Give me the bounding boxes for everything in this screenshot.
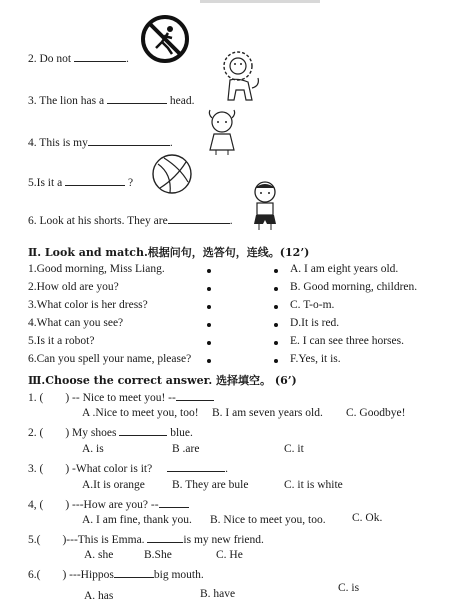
question-tail: --	[150, 499, 159, 511]
part1-q5-text: 5.Is it a	[28, 177, 63, 189]
choice-option-3b: B. They are bule	[172, 479, 249, 491]
choice-option-2a: A. is	[82, 443, 104, 455]
choice-option-4b: B. Nice to meet you, too.	[210, 514, 326, 526]
match-question-1: 1.Good morning, Miss Liang.	[28, 263, 165, 275]
match-dot-left-2[interactable]	[207, 287, 211, 291]
match-answer-e: E. I can see three horses.	[290, 335, 404, 347]
part1-q6-text: 6. Look at his shorts. They are	[28, 215, 168, 227]
answer-blank[interactable]	[167, 461, 225, 472]
match-dot-right-e[interactable]	[274, 341, 278, 345]
match-dot-right-a[interactable]	[274, 269, 278, 273]
choice-option-3c: C. it is white	[284, 479, 343, 491]
question-stem: ) ---How are you?	[65, 499, 149, 511]
answer-blank[interactable]	[88, 135, 170, 146]
match-dot-right-c[interactable]	[274, 305, 278, 309]
part1-q3	[28, 93, 194, 107]
part1-q4-tail: .	[169, 137, 173, 149]
question-stem: ) -What color is it?	[65, 463, 153, 475]
match-dot-left-6[interactable]	[207, 359, 211, 363]
question-stem: ) My shoes	[65, 427, 117, 439]
match-answer-d: D.It is red.	[290, 317, 340, 329]
choice-option-5c: C. He	[216, 549, 243, 561]
choice-option-4a: A. I am fine, thank you.	[82, 514, 192, 526]
match-answer-a: A. I am eight years old.	[290, 263, 399, 275]
question-stem: )---This is Emma.	[62, 534, 145, 546]
choice-option-1b: B. I am seven years old.	[212, 407, 323, 419]
question-stem: ) -- Nice to meet you!	[65, 392, 166, 404]
question-tail: blue.	[170, 427, 193, 439]
question-number: 1. (	[28, 392, 44, 404]
part1-q3-tail: head.	[169, 95, 195, 107]
answer-blank[interactable]	[65, 175, 125, 186]
match-answer-f: F.Yes, it is.	[290, 353, 341, 365]
choice-option-6a: A. has	[84, 590, 114, 602]
answer-blank[interactable]	[107, 93, 167, 104]
girl-icon	[202, 108, 242, 156]
part1-q2-tail: .	[126, 53, 129, 65]
part1-q6-tail: .	[229, 215, 233, 227]
part1-q3-text: 3. The lion has a	[28, 95, 105, 107]
answer-blank[interactable]	[159, 497, 189, 508]
match-dot-right-d[interactable]	[274, 323, 278, 327]
match-dot-left-3[interactable]	[207, 305, 211, 309]
choice-option-3a: A.It is orange	[82, 479, 145, 491]
match-question-6: 6.Can you spell your name, please?	[28, 353, 192, 365]
choice-option-4c: C. Ok.	[352, 512, 383, 524]
answer-blank[interactable]	[119, 425, 167, 436]
match-dot-left-1[interactable]	[207, 269, 211, 273]
part2-heading: Ⅱ. Look and match.根据问句，选答句，连线。(12’)	[28, 246, 310, 259]
match-dot-right-b[interactable]	[274, 287, 278, 291]
choice-question-1	[28, 390, 214, 404]
question-tail: .	[225, 463, 228, 475]
match-dot-left-5[interactable]	[207, 341, 211, 345]
lion-icon	[218, 48, 264, 106]
question-number: 6.(	[28, 569, 41, 581]
answer-blank[interactable]	[114, 567, 154, 578]
choice-option-6c: C. is	[338, 582, 360, 594]
match-dot-left-4[interactable]	[207, 323, 211, 327]
part1-q2-text: 2. Do not	[28, 53, 72, 65]
answer-blank[interactable]	[74, 51, 126, 62]
choice-question-2	[28, 425, 193, 439]
answer-blank[interactable]	[147, 532, 183, 543]
part1-q5	[28, 175, 133, 189]
part1-q4-text: 4. This is my	[28, 137, 88, 149]
question-number: 3. (	[28, 463, 44, 475]
choice-option-5a: A. she	[84, 549, 114, 561]
choice-option-2c: C. it	[284, 443, 304, 455]
answer-blank[interactable]	[176, 390, 214, 401]
choice-question-5	[28, 532, 264, 546]
question-number: 5.(	[28, 534, 41, 546]
question-tail: --	[168, 392, 176, 404]
question-stem: ) ---Hippos	[62, 569, 114, 581]
part1-q2	[28, 51, 129, 65]
match-dot-right-f[interactable]	[274, 359, 278, 363]
boy-in-shorts-icon	[244, 180, 286, 232]
part1-q5-tail: ?	[127, 177, 134, 189]
match-question-5: 5.Is it a robot?	[28, 335, 95, 347]
match-question-2: 2.How old are you?	[28, 281, 119, 293]
match-answer-c: C. T-o-m.	[290, 299, 335, 311]
choice-option-6b: B. have	[200, 588, 236, 600]
question-tail: is my new friend.	[183, 534, 264, 546]
choice-question-6	[28, 567, 204, 581]
question-number: 2. (	[28, 427, 44, 439]
choice-option-5b: B.She	[144, 549, 172, 561]
part1-q4	[28, 135, 173, 149]
choice-option-2b: B .are	[172, 443, 200, 455]
ball-icon	[150, 152, 194, 196]
answer-blank[interactable]	[168, 213, 230, 224]
question-number: 4, (	[28, 499, 44, 511]
part3-heading: Ⅲ.Choose the correct answer. 选择填空。 (6’)	[28, 374, 297, 387]
part1-q6	[28, 213, 233, 227]
no-running-sign-icon	[140, 14, 190, 64]
choice-question-4	[28, 497, 189, 511]
choice-option-1a: A .Nice to meet you, too!	[82, 407, 199, 419]
match-question-3: 3.What color is her dress?	[28, 299, 148, 311]
choice-option-1c: C. Goodbye!	[346, 407, 406, 419]
match-answer-b: B. Good morning, children.	[290, 281, 418, 293]
choice-question-3	[28, 461, 228, 475]
match-question-4: 4.What can you see?	[28, 317, 124, 329]
top-scroll-strip	[200, 0, 320, 3]
question-tail: big mouth.	[153, 569, 204, 581]
